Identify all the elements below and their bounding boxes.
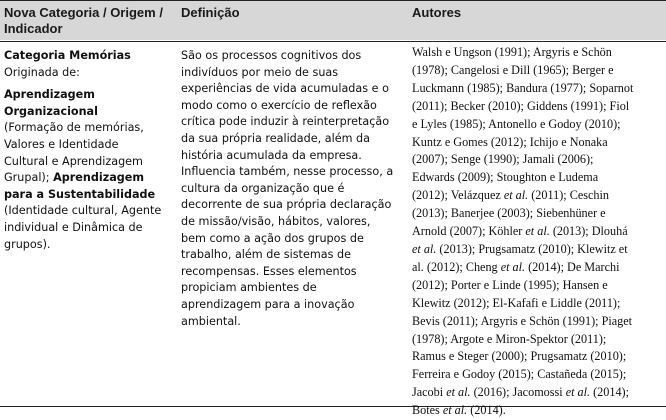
authors-line: Kuntz e Gomes (2012); Ichijo e Nonaka xyxy=(412,134,608,149)
header-authors: Autores xyxy=(412,5,462,20)
definition-line: modo como o exercício de reflexão xyxy=(181,98,377,112)
sust-learning-line-2: para a Sustentabilidade xyxy=(4,187,156,201)
authors-line: Ferreira e Godoy (2015); Castañeda (2015); xyxy=(412,367,627,382)
authors-cell xyxy=(412,44,660,420)
authors-line: al. (2012); Cheng et al. (2014); De Marchi xyxy=(412,259,620,274)
definition-line: experiências de vida acumuladas e o xyxy=(181,82,389,96)
authors-line: (2011); Becker (2010); Giddens (1991); Fiol xyxy=(412,98,630,113)
authors-line: Jacobi et al. (2016); Jacomossi et al. (2014); xyxy=(412,385,629,400)
definition-line: de missão/visão, hábitos, valores, xyxy=(181,214,371,228)
org-indicator-line: Cultural e Aprendizagem xyxy=(4,154,143,168)
definition-line: propiciam ambientes de xyxy=(181,281,317,295)
definition-line: crítica pode induzir à reinterpretação xyxy=(181,115,390,129)
top-rule xyxy=(0,0,666,1)
authors-line: (2012); Porter e Linde (1995); Hansen e xyxy=(412,277,608,292)
authors-line: (2007); Senge (1990); Jamali (2006); xyxy=(412,152,594,167)
authors-line: e Lyles (1985); Antonello e Godoy (2010); xyxy=(412,116,621,131)
authors-line: Ramus e Steger (2000); Prugsamatz (2010); xyxy=(412,349,627,364)
authors-line: (2013); Banerjee (2003); Siebenhüner e xyxy=(412,206,606,221)
definition-line: São os processos cognitivos dos xyxy=(181,49,362,62)
definition-line: ambiental. xyxy=(181,314,241,328)
header-category-line-2: Indicador xyxy=(4,21,63,36)
definition-line: bem como a ação dos grupos de xyxy=(181,231,364,245)
category-title: Categoria Memórias xyxy=(4,49,131,62)
authors-line: Klewitz (2012); El-Kafafi e Liddle (2011); xyxy=(412,295,621,310)
definition-line: recompensas. Esses elementos xyxy=(181,264,357,278)
category-cell xyxy=(4,48,172,253)
org-indicator-line: (Formação de memórias, xyxy=(4,121,144,135)
definition-line: aprendizagem para a inovação xyxy=(181,297,355,311)
definition-line: cultura da organização que é xyxy=(181,181,345,195)
authors-line: (1978); Argote e Miron-Spektor (2011); xyxy=(412,331,607,346)
definition-line: trabalho, além de sistemas de xyxy=(181,248,351,262)
originated-from: Originada de: xyxy=(4,65,80,79)
sust-indicator-line: individual e Dinâmica de xyxy=(4,220,143,234)
header-category xyxy=(4,5,163,37)
org-indicator-line: Grupal); xyxy=(4,171,50,185)
authors-line: et al. (2013); Prugsamatz (2010); Klewitz et xyxy=(412,241,628,256)
definition-line: Influencia também, nesse processo, a xyxy=(181,165,394,179)
authors-line: (2012); Velázquez et al. (2011); Ceschin xyxy=(412,188,609,203)
sust-learning-line-1: Aprendizagem xyxy=(53,171,145,185)
definition-line: da sua própria realidade, além da xyxy=(181,131,370,145)
authors-line: Bevis (2011); Argyris e Schön (1991); Piaget xyxy=(412,313,633,328)
definition-line: indivíduos por meio de suas xyxy=(181,65,339,79)
authors-line: Luckmann (1985); Bandura (1977); Soparnot xyxy=(412,80,634,95)
org-indicator-line: Valores e Identidade xyxy=(4,137,119,151)
authors-line: (1978); Cangelosi e Dill (1965); Berger e xyxy=(412,62,614,77)
definition-line: história acumulada da empresa. xyxy=(181,148,362,162)
authors-line: Walsh e Ungson (1991); Argyris e Schön xyxy=(412,45,612,59)
header-definition: Definição xyxy=(181,5,240,20)
sust-indicator-line: (Identidade cultural, Agente xyxy=(4,204,162,218)
header-rule xyxy=(0,41,666,42)
org-learning-line-2: Organizacional xyxy=(4,104,98,118)
authors-line: Arnold (2007); Köhler et al. (2013); Dlouhá xyxy=(412,224,628,239)
org-learning-line-1: Aprendizagem xyxy=(4,88,95,102)
authors-line: Botes et al. (2014). xyxy=(412,403,506,418)
definition-line: decorrente de sua própria declaração xyxy=(181,198,392,212)
header-category-line-1: Nova Categoria / Origem / xyxy=(4,5,163,20)
authors-line: Edwards (2009); Stoughton e Ludema xyxy=(412,170,599,185)
sust-indicator-line: grupos). xyxy=(4,237,51,251)
definition-cell xyxy=(181,48,399,330)
